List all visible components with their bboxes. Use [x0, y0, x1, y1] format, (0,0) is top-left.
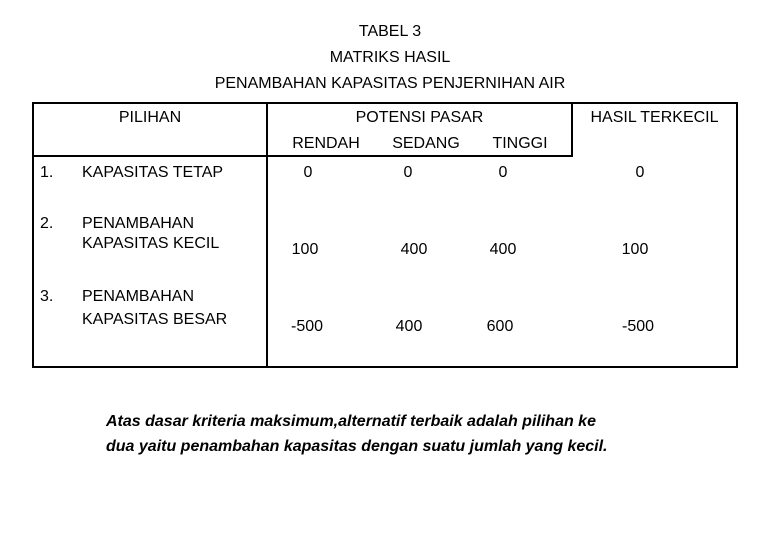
value-rendah: 100 [291, 241, 319, 258]
divider-pilihan [266, 102, 268, 368]
value-sedang: 0 [403, 164, 413, 181]
subheader-tinggi: TINGGI [492, 135, 548, 152]
value-tinggi: 600 [486, 318, 514, 335]
value-rendah: 0 [303, 164, 313, 181]
header-hasil-terkecil: HASIL TERKECIL [590, 109, 719, 126]
value-tinggi: 0 [498, 164, 508, 181]
row-label: KAPASITAS TETAP [82, 164, 224, 181]
value-hasil: 100 [621, 241, 649, 258]
row-number: 1. [40, 164, 54, 181]
row-number: 2. [40, 215, 54, 232]
value-sedang: 400 [395, 318, 423, 335]
value-sedang: 400 [400, 241, 428, 258]
row-label: PENAMBAHAN [82, 288, 195, 305]
conclusion-line-2: dua yaitu penambahan kapasitas dengan suatu jumlah yang kecil. [106, 438, 608, 455]
table-title-sub: PENAMBAHAN KAPASITAS PENJERNIHAN AIR [214, 75, 566, 92]
subheader-sedang: SEDANG [392, 135, 460, 152]
value-hasil: 0 [635, 164, 645, 181]
value-tinggi: 400 [489, 241, 517, 258]
row-label-cont: KAPASITAS BESAR [82, 311, 228, 328]
row-label-cont: KAPASITAS KECIL [82, 235, 220, 252]
table-title-main: MATRIKS HASIL [329, 49, 451, 66]
header-pilihan: PILIHAN [118, 109, 182, 126]
conclusion-line-1: Atas dasar kriteria maksimum,alternatif terbaik adalah pilihan ke [106, 413, 596, 430]
row-label: PENAMBAHAN [82, 215, 195, 232]
value-rendah: -500 [290, 318, 324, 335]
value-hasil: -500 [621, 318, 655, 335]
table-title-number: TABEL 3 [358, 23, 422, 40]
header-potensi-pasar: POTENSI PASAR [355, 109, 484, 126]
row-number: 3. [40, 288, 54, 305]
subheader-rendah: RENDAH [292, 135, 360, 152]
divider-header [32, 155, 573, 157]
